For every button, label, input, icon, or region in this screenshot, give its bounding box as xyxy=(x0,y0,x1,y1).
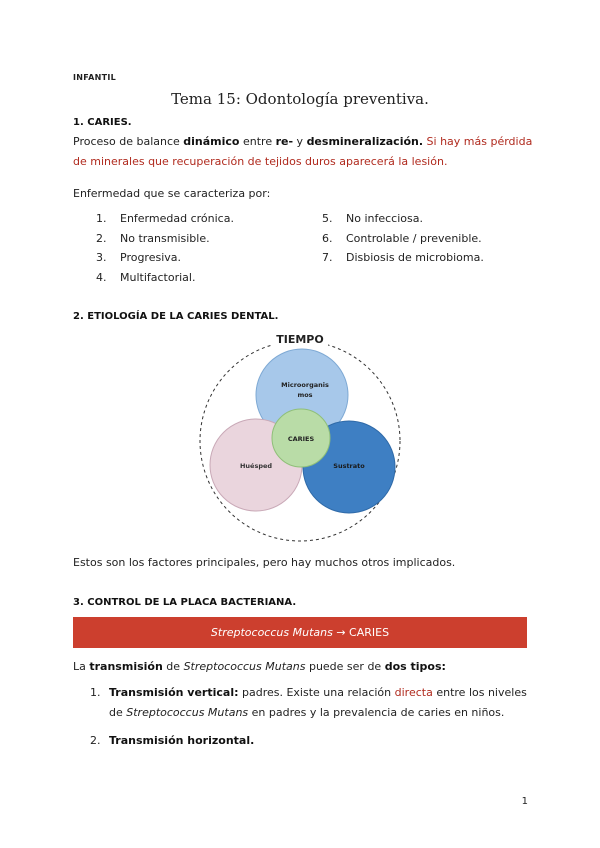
list-item xyxy=(322,209,484,229)
transmission-item-2: Transmisión horizontal. xyxy=(109,734,255,747)
transmission-item-1: Transmisión vertical: padres. Existe una relación directa entre los niveles de Streptococcus Mutans en padres y la prevalencia de caries en niños. xyxy=(109,686,527,719)
list-item-number: 4. xyxy=(96,270,107,284)
list-item xyxy=(96,209,234,229)
substrate-label: Sustrato xyxy=(333,462,365,470)
microorganisms-label-line1: Microorganis xyxy=(281,381,329,389)
list-item-number: 2. xyxy=(96,231,107,245)
header-section-label: INFANTIL xyxy=(73,73,117,82)
list-item-text: Multifactorial. xyxy=(120,270,196,284)
list-item-number: 7. xyxy=(322,251,333,264)
etiology-venn-diagram xyxy=(190,328,410,546)
caries-label: CARIES xyxy=(287,435,315,443)
characteristics-list-left xyxy=(96,209,234,287)
characterized-text: Enfermedad que se caracteriza por: xyxy=(73,187,271,200)
list-item-text: Progresiva. xyxy=(120,251,182,264)
time-label: TIEMPO xyxy=(276,333,324,346)
list-item-number: 1. xyxy=(96,212,107,225)
list-item-number: 5. xyxy=(322,212,333,225)
transmission-intro: La transmisión de Streptococcus Mutans puede ser de dos tipos: xyxy=(73,660,446,673)
page-title: Tema 15: Odontología preventiva. xyxy=(171,90,429,108)
list-item-text: No transmisible. xyxy=(120,231,210,245)
list-item xyxy=(96,229,234,249)
list-item xyxy=(322,248,484,268)
heading-plaque-control: 3. CONTROL DE LA PLACA BACTERIANA. xyxy=(73,597,297,608)
etiology-note: Estos son los factores principales, pero hay muchos otros implicados. xyxy=(73,556,456,569)
heading-etiology: 2. ETIOLOGÍA DE LA CARIES DENTAL. xyxy=(73,311,279,322)
host-label: Huésped xyxy=(239,462,273,470)
list-item xyxy=(322,229,484,249)
list-item-text: Disbiosis de microbioma. xyxy=(346,251,484,264)
transmission-item-2-num: 2. xyxy=(90,734,101,747)
microorganisms-label-line2: mos xyxy=(297,391,313,399)
characteristics-list-right xyxy=(322,209,484,268)
heading-caries: 1. CARIES. xyxy=(73,117,132,128)
caries-intro: Proceso de balance dinámico entre re- y desmineralización. Si hay más pérdida de minerales que recuperación de tejidos duros aparecerá la lesión. xyxy=(73,135,533,168)
list-item-text: No infecciosa. xyxy=(346,212,423,225)
transmission-item-1-num: 1. xyxy=(90,686,101,699)
list-item-number: 3. xyxy=(96,251,107,264)
list-item-text: Enfermedad crónica. xyxy=(120,212,234,225)
list-item xyxy=(96,248,234,268)
streptococcus-banner: Streptococcus Mutans → CARIES xyxy=(73,617,527,648)
list-item-text: Controlable / prevenible. xyxy=(346,231,482,245)
list-item xyxy=(96,268,234,288)
list-item-number: 6. xyxy=(322,231,333,245)
page-number: 1 xyxy=(521,796,528,807)
